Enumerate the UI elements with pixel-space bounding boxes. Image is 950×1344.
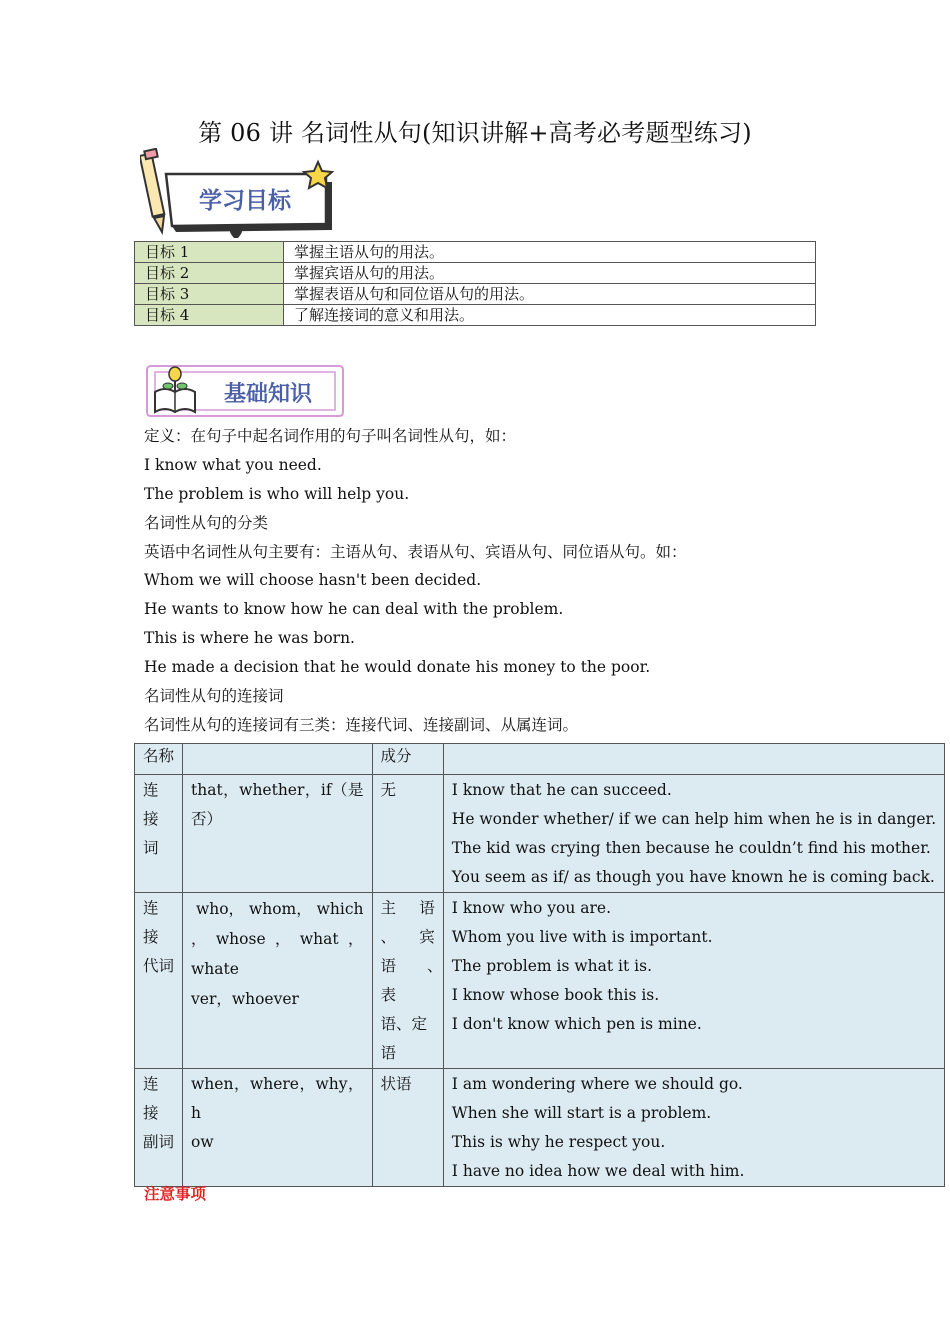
table-row: 目标 4 了解连接词的意义和用法。 — [135, 305, 816, 326]
table-row: 目标 3 掌握表语从句和同位语从句的用法。 — [135, 284, 816, 305]
note-heading: 注意事项 — [144, 1184, 207, 1203]
table-row: 目标 2 掌握宾语从句的用法。 — [135, 263, 816, 284]
paragraph: He made a decision that he would donate his money to the poor. — [144, 658, 651, 676]
connectives-table — [134, 743, 945, 1187]
paragraph: 英语中名词性从句主要有：主语从句、表语从句、宾语从句、同位语从句。如： — [144, 543, 687, 561]
basics-banner-label: 基础知识 — [223, 382, 313, 407]
paragraph: The problem is who will help you. — [144, 485, 410, 503]
paragraph: 名词性从句的分类 — [144, 514, 269, 532]
goals-banner — [140, 148, 340, 238]
table-row: 目标 1 掌握主语从句的用法。 — [135, 242, 816, 263]
table-header-row: 名称 成分 — [135, 744, 945, 775]
paragraph: Whom we will choose hasn't been decided. — [144, 571, 482, 589]
paragraph: This is where he was born. — [144, 629, 355, 647]
table-row: 连 接 代词 who， whom， which ，whose，what，whate ver，whoever 主 语 、 宾 语 、 表 语、定语 I know who you are. Whom you live with is important. The problem is what it is. I know whose book this is. I don't know which pen is mine. — [135, 893, 945, 1069]
goals-table — [134, 241, 816, 326]
paragraph: 名词性从句的连接词 — [144, 687, 284, 705]
page-title: 第 06 讲 名词性从句(知识讲解+高考必考题型练习) — [198, 119, 752, 147]
table-row: 连 接 词 that，whether，if（是 否） 无 I know that he can succeed. He wonder whether/ if we can help him when he is in danger. The kid was crying then because he couldn’t find his mother. You seem as if/ as though you have known he is coming back. — [135, 775, 945, 893]
basics-banner — [143, 358, 353, 428]
goals-banner-label: 学习目标 — [199, 188, 291, 214]
paragraph: I know what you need. — [144, 456, 322, 474]
table-row: 连 接 副词 when，where，why，h ow 状语 I am wondering where we should go. When she will start is a problem. This is why he respect you. I have no idea how we deal with him. — [135, 1069, 945, 1187]
paragraph: 定义：在句子中起名词作用的句子叫名词性从句，如： — [144, 427, 517, 445]
heart-icon — [230, 226, 242, 238]
pencil-icon — [140, 149, 164, 232]
paragraph: 名词性从句的连接词有三类：连接代词、连接副词、从属连词。 — [144, 716, 579, 734]
paragraph: He wants to know how he can deal with the problem. — [144, 600, 564, 618]
